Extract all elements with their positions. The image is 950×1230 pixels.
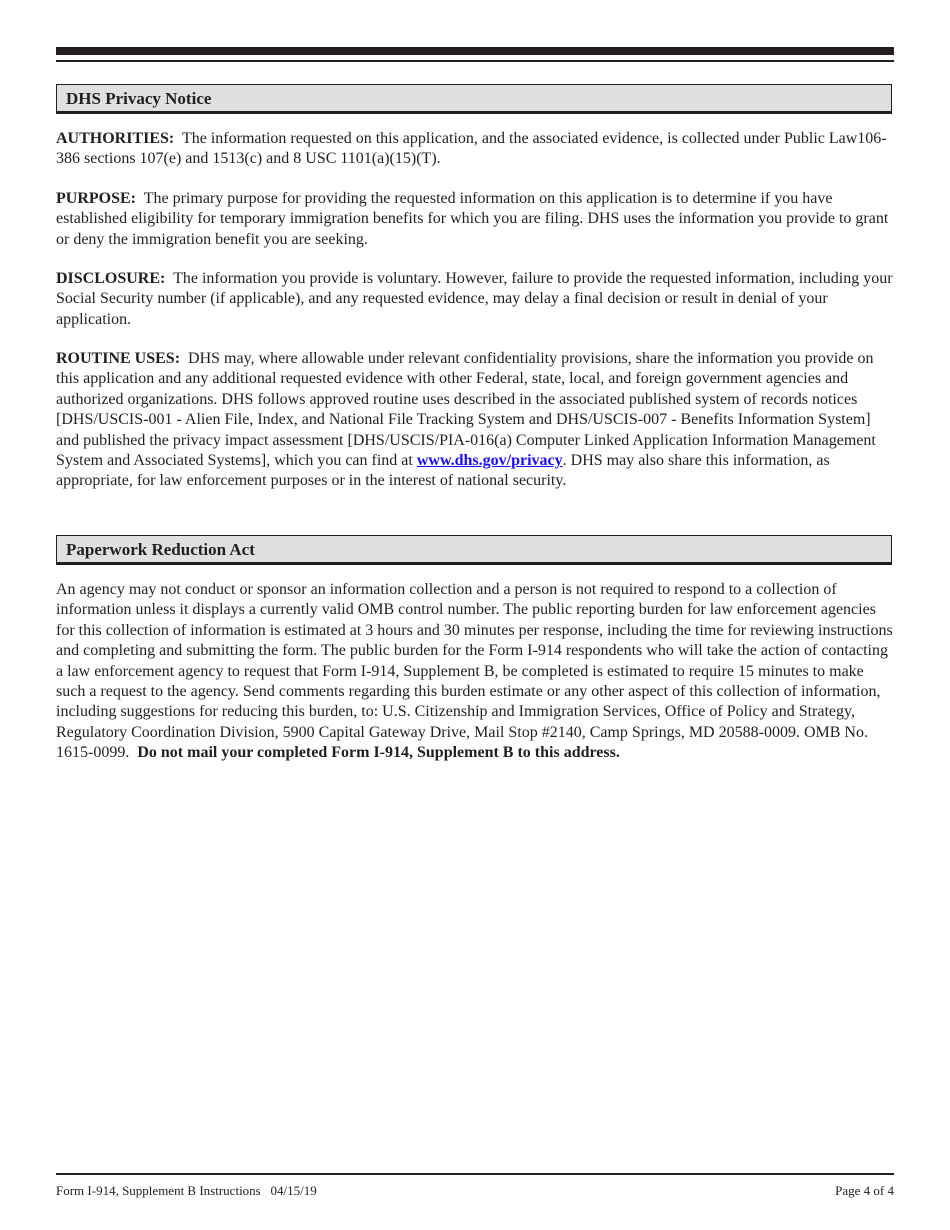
top-rule-thin [56, 60, 894, 62]
dhs-privacy-link[interactable]: www.dhs.gov/privacy [416, 452, 563, 470]
footer-rule [56, 1173, 894, 1175]
top-rule-thick [56, 47, 894, 55]
authorities-label: AUTHORITIES: [56, 130, 175, 147]
disclosure-label: DISCLOSURE: [56, 270, 166, 287]
footer-form-info: Form I-914, Supplement B Instructions 04/15/19 [56, 1183, 317, 1198]
disclosure-text: The information you provide is voluntary. However, failure to provide the requested information, including your Social Security number (if applicable), and any requested evidence, may delay a final decision or result in denial of your application. [56, 270, 893, 328]
routine-uses-label: ROUTINE USES: [56, 350, 181, 367]
paperwork-reduction-title: Paperwork Reduction Act [66, 540, 255, 559]
authorities-paragraph [56, 129, 896, 170]
purpose-paragraph [56, 189, 896, 250]
privacy-notice-header [56, 84, 892, 114]
purpose-label: PURPOSE: [56, 190, 136, 207]
disclosure-paragraph [56, 269, 896, 330]
purpose-text: The primary purpose for providing the requested information on this application is to determine if you have established eligibility for temporary immigration benefits for which you are filing. DHS uses the information you provide to grant or deny the immigration benefit you are seeking. [56, 190, 889, 248]
paperwork-bold-notice: Do not mail your completed Form I-914, Supplement B to this address. [137, 744, 620, 762]
routine-uses-text: DHS may, where allowable under relevant confidentiality provisions, share the information you provide on this application and any additional requested evidence with other Federal, state, local, and foreign government agencies and authorized organizations. DHS follows approved routine uses described in the associated published system of records notices [DHS/USCIS-001 - Alien File, Index, and National File Tracking System and DHS/USCIS-007 - Benefits Information System] and published the privacy impact assessment [DHS/USCIS/PIA-016(a) Computer Linked Application Information Management System and Associated Systems], which you can find at [56, 350, 876, 470]
authorities-text: The information requested on this application, and the associated evidence, is collected under Public Law106-386 sections 107(e) and 1513(c) and 8 USC 1101(a)(15)(T). [56, 130, 887, 168]
paperwork-paragraph [56, 580, 896, 764]
routine-uses-paragraph [56, 349, 896, 492]
privacy-notice-title: DHS Privacy Notice [66, 89, 212, 108]
routine-uses-text-after: . DHS may also share this information, as appropriate, for law enforcement purposes or in the interest of national security. [56, 452, 830, 490]
footer-page-number: Page 4 of 4 [835, 1183, 894, 1198]
paperwork-text: An agency may not conduct or sponsor an information collection and a person is not required to respond to a collection of information unless it displays a currently valid OMB control number. The public reporting burden for law enforcement agencies for this collection of information is estimated at 3 hours and 30 minutes per response, including the time for reviewing instructions and completing and submitting the form. The public burden for the Form I-914 respondents who will take the action of contacting a law enforcement agency to request that Form I-914, Supplement B, be completed is estimated to require 15 minutes to make such a request to the agency. Send comments regarding this burden estimate or any other aspect of this collection of information, including suggestions for reducing this burden, to: U.S. Citizenship and Immigration Services, Office of Policy and Strategy, Regulatory Coordination Division, 5900 Capital Gateway Drive, Mail Stop #2140, Camp Springs, MD 20588-0009. OMB No. 1615-0099. [56, 581, 893, 762]
paperwork-reduction-header [56, 535, 892, 565]
